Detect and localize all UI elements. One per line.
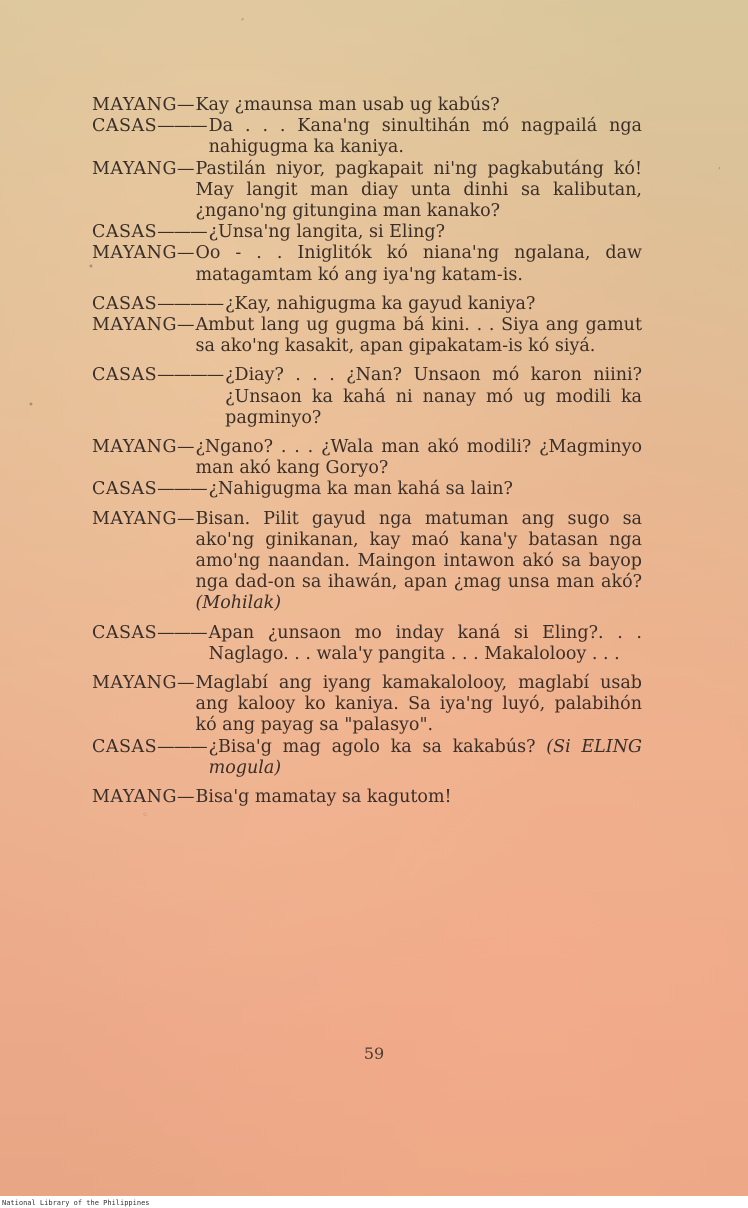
ink-speck: ◦ xyxy=(142,810,148,821)
speech-text: ¿Unsa'ng langita, si Eling? xyxy=(208,222,445,243)
speaker-name: MAYANG— xyxy=(92,315,194,336)
speech-text: Maglabí ang iyang kamakalolooy, maglabí usab ang kalooy ko kaniya. Sa iya'ng luyó, palabihón kó ang payag sa "palasyo". xyxy=(195,673,642,736)
speech-text: Apan ¿unsaon mo inday kaná si Eling?. . . Naglago. . . wala'y pangita . . . Makalolooy . . . xyxy=(208,622,642,664)
speech-text: ¿Nahigugma ka man kahá sa lain? xyxy=(208,479,513,500)
speech-text: ¿Kay, nahigugma ka gayud kaniya? xyxy=(225,293,536,314)
dialogue-line xyxy=(92,243,642,285)
ink-speck: • xyxy=(88,262,94,273)
speech-text: Kay ¿maunsa man usab ug kabús? xyxy=(195,95,500,115)
speech-text: Ambut lang ug gugma bá kini. . . Siya ang gamut sa ako'ng kasakit, apan gipakatam-is kó siyá. xyxy=(195,315,642,357)
dialogue-line xyxy=(92,159,642,223)
dialogue-line xyxy=(92,365,642,429)
speech-text: ¿Diay? . . . ¿Nan? Unsaon mó karon niini? ¿Unsaon ka kahá ni nanay mó ug modili ka pagminyo? xyxy=(225,365,642,428)
speaker-name: CASAS——— xyxy=(92,222,207,243)
speech-text: Pastilán niyor, pagkapait ni'ng pagkabutáng kó! May langit man diay unta dinhi sa kalibutan, ¿ngano'ng gitungina man kanako? xyxy=(195,158,642,222)
ink-speck: , xyxy=(718,160,722,171)
dialogue-line xyxy=(92,623,642,665)
dialogue-line xyxy=(92,294,642,315)
speaker-name: CASAS———— xyxy=(92,293,224,314)
page-number: 59 xyxy=(363,1044,385,1063)
dialogue-line xyxy=(92,509,642,615)
speaker-name: MAYANG— xyxy=(92,787,194,808)
stage-direction: (Si ELING mogula) xyxy=(208,736,642,778)
dialogue-line xyxy=(92,673,642,737)
speech-text: Bisan. Pilit gayud nga matuman ang sugo sa ako'ng ginikanan, kay maó kana'y batasan nga amo'ng naandan. Maingon intawon akó sa bayop nga dad-on sa ihawán, apan ¿mag unsa man akó? (Mohilak) xyxy=(195,508,642,614)
dialogue-line xyxy=(92,437,642,479)
speech-text: Bisa'g mamatay sa kagutom! xyxy=(195,787,452,808)
dialogue-line xyxy=(92,95,642,116)
dialogue-block xyxy=(92,95,642,808)
speaker-name: MAYANG— xyxy=(92,437,194,458)
dialogue-line xyxy=(92,116,642,158)
dialogue-line xyxy=(92,787,642,808)
speaker-name: CASAS——— xyxy=(92,479,207,500)
speaker-name: MAYANG— xyxy=(92,673,194,694)
speaker-name: MAYANG— xyxy=(92,243,194,264)
speaker-name: CASAS——— xyxy=(92,736,207,757)
ink-speck: • xyxy=(28,400,34,411)
dialogue-line xyxy=(92,479,642,500)
speaker-name: CASAS——— xyxy=(92,116,207,137)
speaker-name: MAYANG— xyxy=(92,508,194,529)
speech-text: ¿Bisa'g mag agolo ka sa kakabús? (Si ELING mogula) xyxy=(208,736,642,778)
ink-speck: ˃ xyxy=(240,18,245,29)
speaker-name: MAYANG— xyxy=(92,158,194,179)
dialogue-line xyxy=(92,737,642,779)
speaker-name: CASAS——— xyxy=(92,622,207,643)
speaker-name: CASAS———— xyxy=(92,365,224,386)
dialogue-line xyxy=(92,222,642,243)
speech-text: Oo - . . Iniglitók kó niana'ng ngalana, daw matagamtam kó ang iya'ng katam-is. xyxy=(195,243,642,285)
speech-text: Da . . . Kana'ng sinultihán mó nagpailá nga nahigugma ka kaniya. xyxy=(208,116,642,158)
library-credit: National Library of the Philippines xyxy=(2,1199,150,1207)
dialogue-line xyxy=(92,315,642,357)
speaker-name: MAYANG— xyxy=(92,95,194,115)
speech-text: ¿Ngano? . . . ¿Wala man akó modili? ¿Magminyo man akó kang Goryo? xyxy=(195,437,642,479)
stage-direction: (Mohilak) xyxy=(195,593,282,614)
